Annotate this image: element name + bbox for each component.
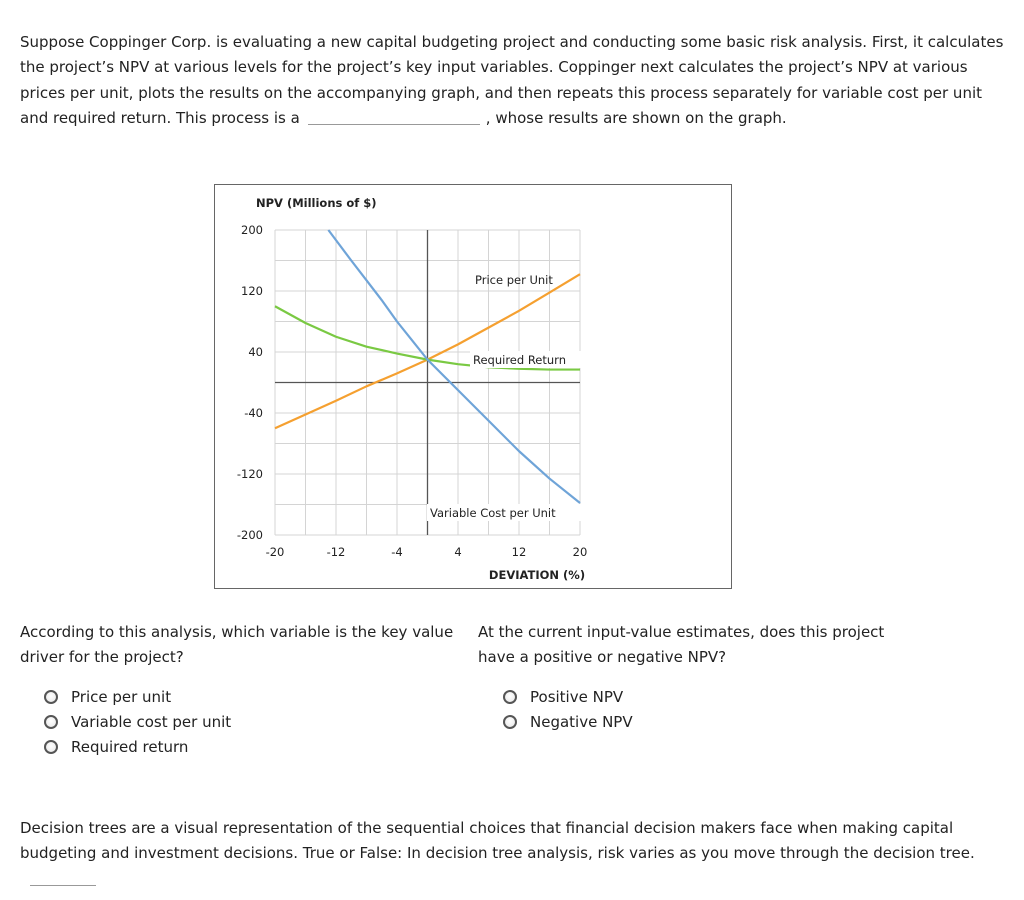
- radio-icon[interactable]: [503, 690, 517, 704]
- x-tick-label: 4: [454, 545, 462, 559]
- npv-sensitivity-chart: [214, 184, 732, 589]
- option-variable-cost-per-unit[interactable]: [44, 709, 231, 734]
- y-tick-label: -120: [236, 467, 263, 481]
- intro-question: [20, 30, 1005, 131]
- x-tick-label: -4: [391, 545, 403, 559]
- series-label-variable-cost-per-unit: Variable Cost per Unit: [430, 506, 556, 520]
- radio-icon[interactable]: [44, 690, 58, 704]
- x-tick-label: -20: [265, 545, 285, 559]
- question-key-value-driver: According to this analysis, which variable is the key value driver for the project?: [20, 623, 454, 667]
- option-required-return[interactable]: [44, 735, 231, 760]
- option-negative-npv[interactable]: [503, 709, 633, 734]
- process-type-dropdown[interactable]: [308, 109, 480, 125]
- y-tick-label: 200: [241, 223, 263, 237]
- option-label: Variable cost per unit: [71, 712, 232, 731]
- x-tick-label: -12: [326, 545, 346, 559]
- chart-y-title: NPV (Millions of $): [256, 196, 377, 210]
- option-label: Negative NPV: [530, 712, 633, 731]
- decision-tree-question: [20, 816, 1005, 892]
- option-positive-npv[interactable]: [503, 684, 633, 709]
- question-npv-sign: At the current input-value estimates, does this project have a positive or negative NPV?: [478, 623, 885, 667]
- option-label: Price per unit: [71, 687, 172, 706]
- series-label-price-per-unit: Price per Unit: [475, 273, 553, 287]
- y-tick-label: -40: [244, 406, 263, 420]
- option-label: Positive NPV: [530, 687, 624, 706]
- x-tick-label: 12: [511, 545, 527, 559]
- radio-icon[interactable]: [503, 715, 517, 729]
- true-false-dropdown[interactable]: [30, 870, 96, 886]
- radio-icon[interactable]: [44, 740, 58, 754]
- chart-svg: [215, 185, 731, 588]
- chart-labels: [237, 223, 593, 559]
- npv-sign-options: [503, 684, 633, 735]
- key-value-driver-options: [44, 684, 231, 760]
- chart-x-title: DEVIATION (%): [488, 568, 586, 582]
- radio-icon[interactable]: [44, 715, 58, 729]
- intro-text-after: , whose results are shown on the graph.: [485, 108, 787, 127]
- intro-text: Suppose Coppinger Corp. is evaluating a new capital budgeting project and conducting some basic risk analysis. First, it calculates the project’s NPV at various levels for the project’s key input variables. Coppinger next calculates the project’s NPV at various prices per unit, plots the results on the accompanying graph, and then repeats this process separately for variable cost per unit and required return. This process is a: [20, 33, 1004, 127]
- y-tick-label: -200: [236, 528, 263, 542]
- y-tick-label: 120: [241, 284, 263, 298]
- x-tick-label: 20: [572, 545, 588, 559]
- option-label: Required return: [71, 738, 189, 757]
- decision-text: Decision trees are a visual representation of the sequential choices that financial decision makers face when making capital budgeting and investment decisions. True or False: In decision tree analysis, risk varies as you move through the decision tree.: [20, 819, 975, 863]
- y-tick-label: 40: [248, 345, 263, 359]
- option-price-per-unit[interactable]: [44, 684, 231, 709]
- series-label-required-return: Required Return: [473, 353, 566, 367]
